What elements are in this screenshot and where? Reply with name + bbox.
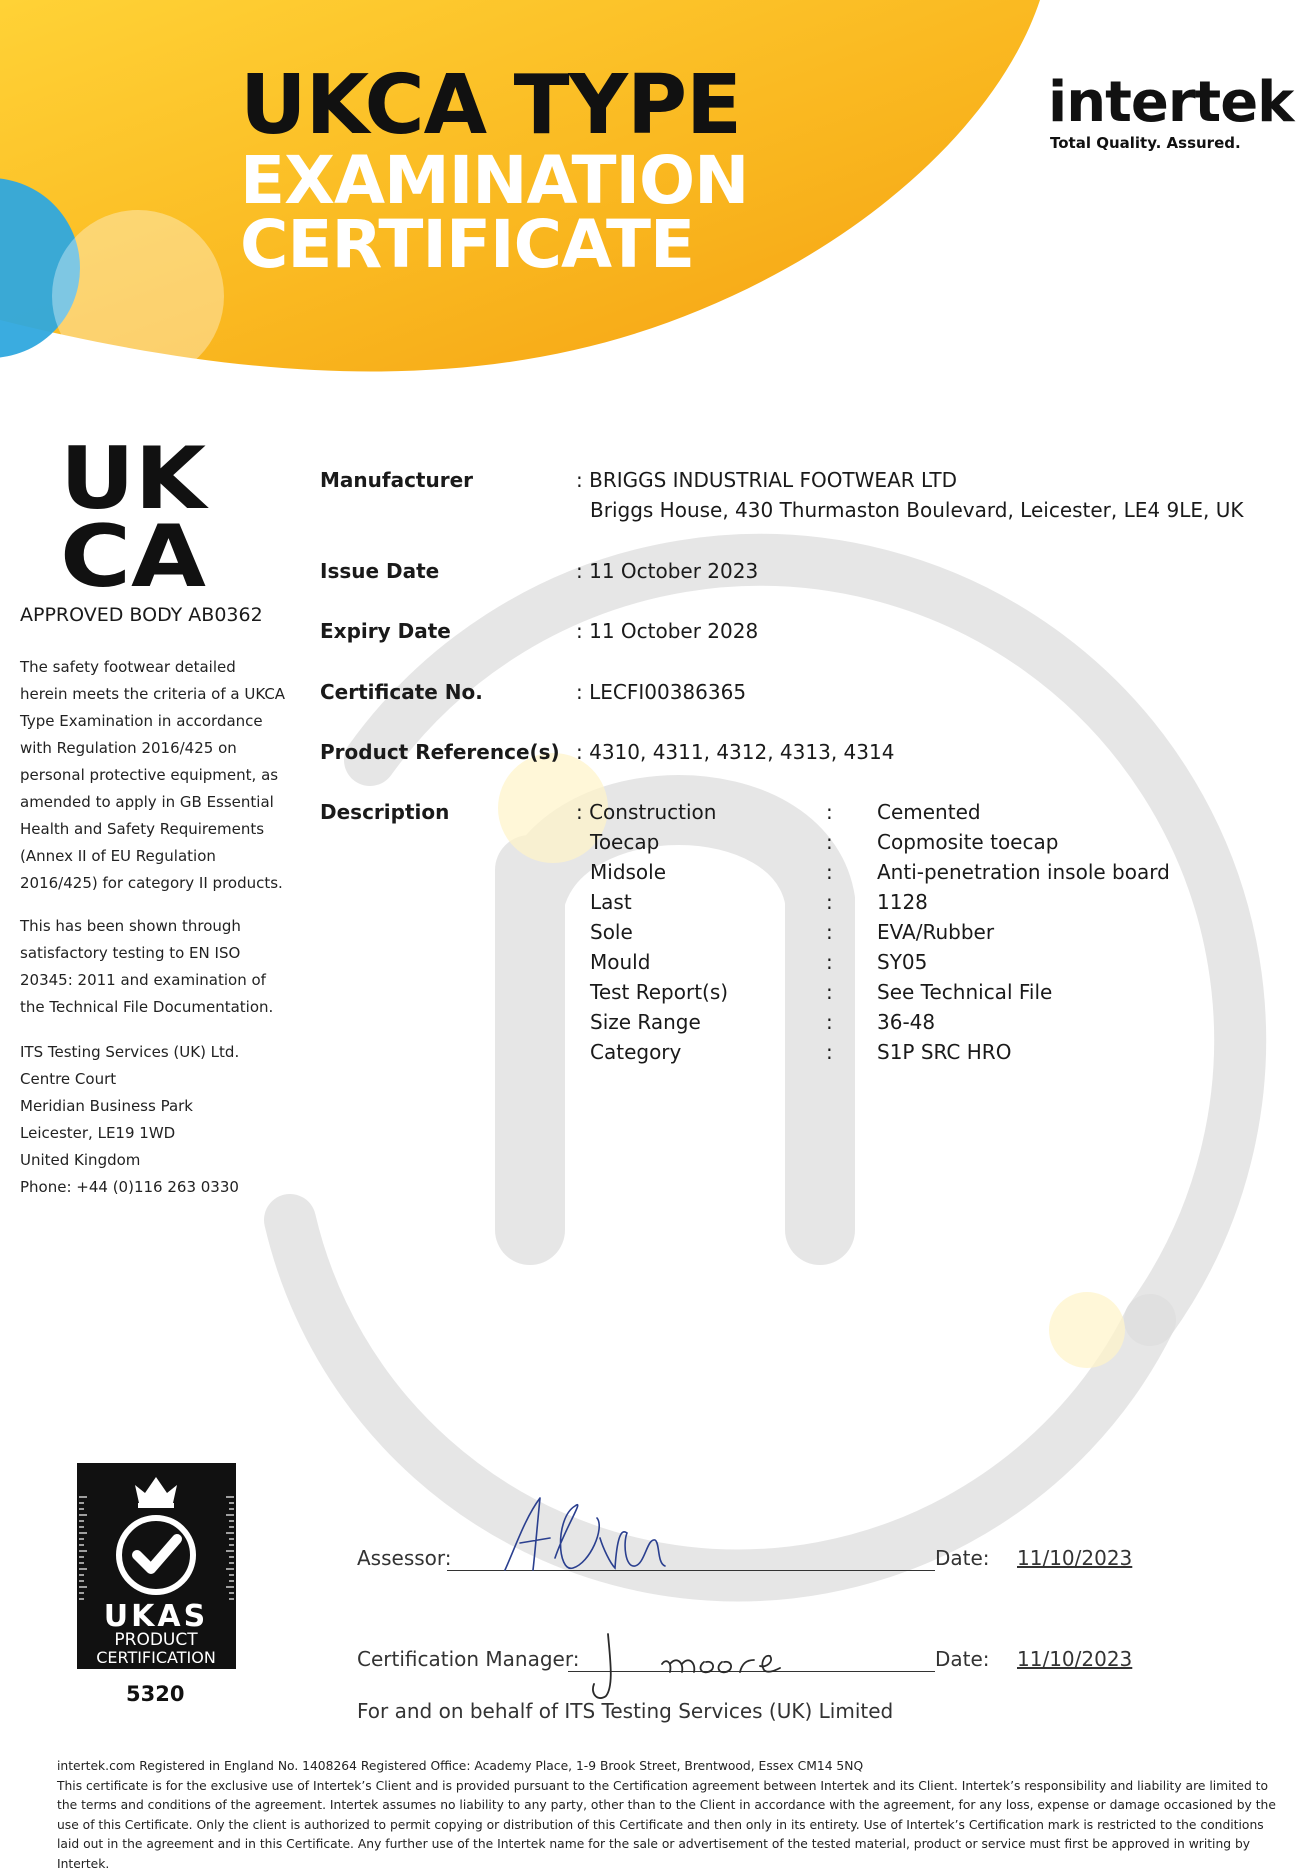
expiry-date-value: : 11 October 2028 — [576, 619, 758, 643]
certificate-number-value: : LECFI00386365 — [576, 680, 746, 704]
ukas-sub1: PRODUCT — [114, 1630, 198, 1650]
side-text-line: the Technical File Documentation. — [20, 994, 275, 1021]
description-separator: : — [826, 950, 833, 974]
expiry-date-label: Expiry Date — [320, 619, 451, 643]
side-text-line: with Regulation 2016/425 on — [20, 735, 275, 762]
ukas-sub2: CERTIFICATION — [96, 1648, 216, 1667]
ukas-number: 5320 — [126, 1682, 184, 1706]
side-text-line: 2016/425) for category II products. — [20, 870, 275, 897]
watermark-ring-lower — [290, 1220, 1150, 1575]
side-text-line: 20345: 2011 and examination of — [20, 967, 275, 994]
description-key: Size Range — [590, 1010, 701, 1034]
side-text-line: Centre Court — [20, 1066, 275, 1093]
sidebar-address — [20, 1039, 275, 1201]
side-text-line: Type Examination in accordance — [20, 708, 275, 735]
side-text-line: personal protective equipment, as — [20, 762, 275, 789]
description-key: : Construction — [576, 800, 716, 824]
side-text-line: Health and Safety Requirements — [20, 816, 275, 843]
yellow-dot-decoration-2 — [1049, 1292, 1125, 1368]
description-separator: : — [826, 920, 833, 944]
description-value: Cemented — [877, 800, 981, 824]
issue-date-label: Issue Date — [320, 559, 439, 583]
description-key: Last — [590, 890, 632, 914]
footer-legal — [57, 1757, 1282, 1874]
description-value: 1128 — [877, 890, 928, 914]
description-value: SY05 — [877, 950, 927, 974]
title-line-2: EXAMINATION — [240, 142, 748, 219]
on-behalf-statement: For and on behalf of ITS Testing Services (UK) Limited — [357, 1699, 893, 1723]
side-text-line: ITS Testing Services (UK) Ltd. — [20, 1039, 275, 1066]
assessor-label: Assessor: — [357, 1546, 452, 1570]
footer-disclaimer: This certificate is for the exclusive use of Intertek’s Client and is provided pursuant to the Certification agreement between Intertek and its Client. Intertek’s responsibility and liability are limited to the terms and conditions of the agreement. Intertek assumes no liability to any party, other than to the Client in accordance with the agreement, for any loss, expense or damage occasioned by the use of this Certificate. Only the client is authorized to permit copying or distribution of this Certificate and then only in its entirety. Use of Intertek’s Certification mark is restricted to the conditions laid out in the agreement and in this Certificate. Any further use of the Intertek name for the sale or advertisement of the tested material, product or service must first be approved in writing by Intertek. — [57, 1777, 1282, 1874]
side-text-line: Phone: +44 (0)116 263 0330 — [20, 1174, 275, 1201]
description-label: Description — [320, 800, 449, 824]
ukca-mark-line2: CA — [60, 507, 206, 590]
manufacturer-address: Briggs House, 430 Thurmaston Boulevard, Leicester, LE4 9LE, UK — [590, 498, 1243, 522]
description-separator: : — [826, 1010, 833, 1034]
sidebar-paragraph-2 — [20, 913, 275, 1021]
description-separator: : — [826, 1040, 833, 1064]
certificate-number-label: Certificate No. — [320, 680, 483, 704]
manufacturer-name: : BRIGGS INDUSTRIAL FOOTWEAR LTD — [576, 468, 957, 492]
description-value: See Technical File — [877, 980, 1052, 1004]
manager-date: 11/10/2023 — [1017, 1647, 1132, 1671]
description-value: EVA/Rubber — [877, 920, 994, 944]
title-line-3: CERTIFICATE — [240, 206, 694, 283]
footer-registration: intertek.com Registered in England No. 1408264 Registered Office: Academy Place, 1-9 Brook Street, Brentwood, Essex CM14 5NQ — [57, 1757, 1282, 1777]
manager-date-label: Date: — [935, 1647, 990, 1671]
description-value: 36-48 — [877, 1010, 935, 1034]
description-separator: : — [826, 980, 833, 1004]
issue-date-value: : 11 October 2023 — [576, 559, 758, 583]
description-key: Mould — [590, 950, 650, 974]
description-key: Sole — [590, 920, 633, 944]
intertek-logo: intertek — [1048, 70, 1293, 135]
description-value: S1P SRC HRO — [877, 1040, 1011, 1064]
side-text-line: amended to apply in GB Essential — [20, 789, 275, 816]
side-text-line: Meridian Business Park — [20, 1093, 275, 1120]
ukas-badge-icon — [77, 1463, 236, 1669]
manufacturer-label: Manufacturer — [320, 468, 473, 492]
product-reference-label: Product Reference(s) — [320, 740, 560, 764]
description-separator: : — [826, 800, 833, 824]
description-value: Anti-penetration insole board — [877, 860, 1170, 884]
side-text-line: Leicester, LE19 1WD — [20, 1120, 275, 1147]
side-text-line: (Annex II of EU Regulation — [20, 843, 275, 870]
assessor-signature — [495, 1488, 695, 1578]
ukas-word: UKAS — [104, 1599, 208, 1634]
ukca-mark-line1: UK — [60, 440, 210, 529]
product-reference-value: : 4310, 4311, 4312, 4313, 4314 — [576, 740, 894, 764]
description-value: Copmosite toecap — [877, 830, 1058, 854]
light-circle-decoration — [52, 210, 224, 382]
description-separator: : — [826, 830, 833, 854]
side-text-line: This has been shown through — [20, 913, 275, 940]
side-text-line: herein meets the criteria of a UKCA — [20, 681, 275, 708]
side-text-line: The safety footwear detailed — [20, 654, 275, 681]
ukca-mark-icon — [60, 440, 210, 590]
assessor-date-label: Date: — [935, 1546, 990, 1570]
sidebar-paragraph-1 — [20, 654, 275, 897]
description-key: Category — [590, 1040, 681, 1064]
certification-manager-label: Certification Manager: — [357, 1647, 579, 1671]
side-text-line: United Kingdom — [20, 1147, 275, 1174]
approved-body: APPROVED BODY AB0362 — [20, 604, 263, 626]
description-key: Toecap — [590, 830, 659, 854]
manager-signature — [570, 1628, 830, 1703]
description-separator: : — [826, 860, 833, 884]
intertek-tagline: Total Quality. Assured. — [1050, 134, 1241, 152]
assessor-date: 11/10/2023 — [1017, 1546, 1132, 1570]
side-text-line: satisfactory testing to EN ISO — [20, 940, 275, 967]
description-separator: : — [826, 890, 833, 914]
description-key: Midsole — [590, 860, 666, 884]
title-line-1: UKCA TYPE — [240, 58, 741, 153]
description-key: Test Report(s) — [590, 980, 728, 1004]
